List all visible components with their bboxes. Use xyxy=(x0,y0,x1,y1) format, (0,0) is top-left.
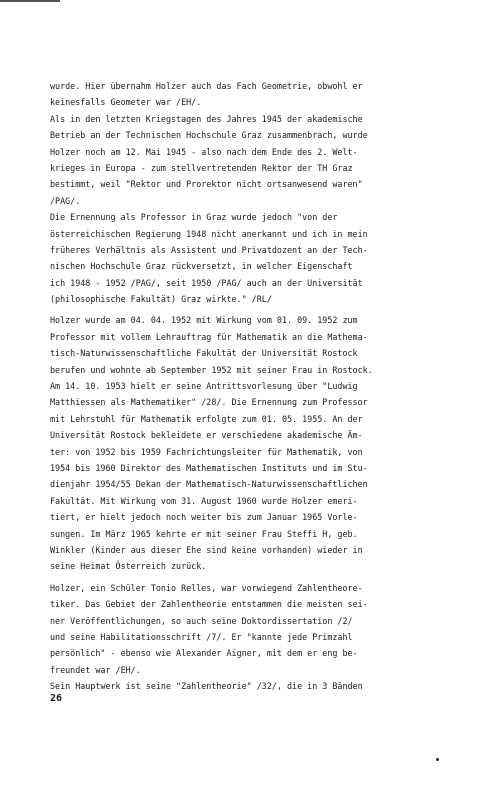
paragraph-2 xyxy=(50,312,470,574)
text-line: berufen und wohnte ab September 1952 mit seiner Frau in Rostock. xyxy=(50,364,373,375)
document-page xyxy=(50,78,470,694)
text-line: ner Veröffentlichungen, so auch seine Doktordissertation /2/ xyxy=(50,615,353,626)
text-line: tiert, er hielt jedoch noch weiter bis zum Januar 1965 Vorle- xyxy=(50,512,358,523)
text-line: sungen. Im März 1965 kehrte er mit seiner Frau Steffi H, geb. xyxy=(50,528,358,539)
text-line: Fakultät. Mit Wirkung vom 31. August 1960 wurde Holzer emeri- xyxy=(50,495,358,506)
text-line: /PAG/. xyxy=(50,195,81,206)
text-line: tiker. Das Gebiet der Zahlentheorie entstammen die meisten sei- xyxy=(50,599,368,610)
text-line: früheres Verhältnis als Assistent und Privatdozent an der Tech- xyxy=(50,244,368,255)
text-line: ter: von 1952 bis 1959 Fachrichtungsleiter für Mathematik, von xyxy=(50,446,363,457)
text-line: Als in den letzten Kriegstagen des Jahres 1945 der akademische xyxy=(50,113,363,124)
text-line: 1954 bis 1960 Direktor des Mathematischen Instituts und im Stu- xyxy=(50,462,368,473)
text-line: persönlich" - ebenso wie Alexander Aigner, mit dem er eng be- xyxy=(50,648,358,659)
text-line: österreichischen Regierung 1948 nicht anerkannt und ich in mein xyxy=(50,228,368,239)
text-line: wurde. Hier übernahm Holzer auch das Fach Geometrie, obwohl er xyxy=(50,81,363,91)
text-line: Die Ernennung als Professor in Graz wurde jedoch "von der xyxy=(50,212,338,223)
scan-speck xyxy=(436,758,439,761)
text-line: ich 1948 - 1952 /PAG/, seit 1950 /PAG/ auch an der Universität xyxy=(50,277,363,288)
text-line: Holzer noch am 12. Mai 1945 - also nach dem Ende des 2. Welt- xyxy=(50,146,358,157)
text-line: Holzer wurde am 04. 04. 1952 mit Wirkung vom 01. 09. 1952 zum xyxy=(50,315,358,326)
paragraph-3 xyxy=(50,580,470,695)
text-line: Am 14. 10. 1953 hielt er seine Antrittsvorlesung über "Ludwig xyxy=(50,381,358,392)
text-line: keinesfalls Geometer war /EH/. xyxy=(50,97,202,108)
text-line: Universität Rostock bekleidete er verschiedene akademische Äm- xyxy=(50,430,363,441)
text-line: dienjahr 1954/55 Dekan der Mathematisch-Naturwissenschaftlichen xyxy=(50,479,368,490)
text-line: Matthiessen als Mathematiker" /28/. Die Ernennung zum Professor xyxy=(50,397,368,408)
text-line: bestimmt, weil "Rektor und Prorektor nicht ortsanwesend waren" xyxy=(50,179,363,190)
page-number: 26 xyxy=(50,693,63,704)
text-line: Sein Hauptwerk ist seine "Zahlentheorie" /32/, die in 3 Bänden xyxy=(50,681,363,692)
text-line: mit Lehrstuhl für Mathematik erfolgte zum 01. 05. 1955. An der xyxy=(50,413,363,424)
text-line: krieges in Europa - zum stellvertretenden Rektor der TH Graz xyxy=(50,162,353,173)
text-line: seine Heimat Österreich zurück. xyxy=(50,561,207,572)
text-line: tisch-Naturwissenschaftliche Fakultät der Universität Rostock xyxy=(50,348,358,359)
text-line: freundet war /EH/. xyxy=(50,664,141,675)
text-line: Professor mit vollem Lehrauftrag für Mathematik an die Mathema- xyxy=(50,331,368,342)
text-line: Holzer, ein Schüler Tonio Relles, war vorwiegend Zahlentheore- xyxy=(50,582,363,593)
text-line: (philosophische Fakultät) Graz wirkte." /RL/ xyxy=(50,294,272,305)
text-line: Betrieb an der Technischen Hochschule Graz zusammenbrach, wurde xyxy=(50,130,368,141)
text-line: und seine Habilitationsschrift /7/. Er "kannte jede Primzahl xyxy=(50,631,353,642)
top-edge-rule xyxy=(0,0,60,2)
text-line: nischen Hochschule Graz rückversetzt, in welcher Eigenschaft xyxy=(50,261,353,272)
paragraph-1 xyxy=(50,78,470,307)
text-line: Winkler (Kinder aus dieser Ehe sind keine vorhanden) wieder in xyxy=(50,544,363,555)
